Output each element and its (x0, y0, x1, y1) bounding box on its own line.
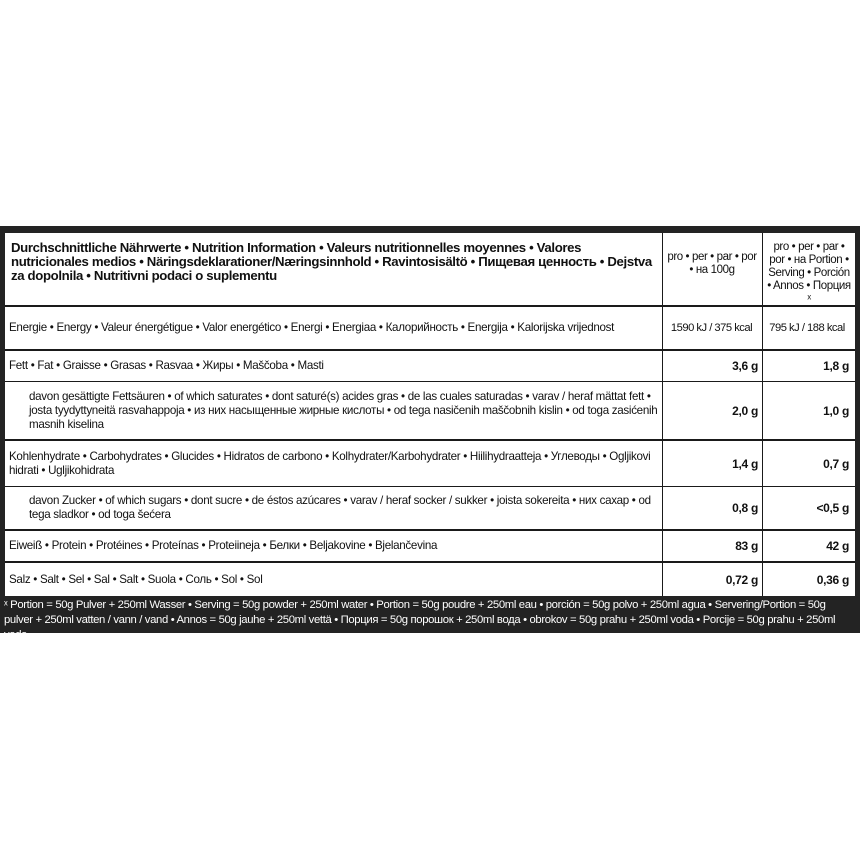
table-title: Durchschnittliche Nährwerte • Nutrition Information • Valeurs nutritionnelles moyennes • Valores nutricionales medios • Näringsdeklarationer/Næringsinnhold • Ravintosisältö • Пищевая ценность • Dejstva za dopolnila • Nutritivni podaci o suplementu (11, 240, 652, 283)
column-divider (762, 563, 763, 596)
table-row-energy (5, 307, 855, 351)
column-divider (662, 307, 663, 349)
energy-per-100g: 1590 kJ / 375 kcal (670, 322, 753, 334)
column-header-per-portion: pro • per • par • por • на Portion • Serving • Porción • Annos • Порция ˣ (767, 241, 851, 305)
nutrition-table (5, 233, 855, 596)
table-row-fat (5, 351, 855, 382)
carbohydrates-per-100g: 1,4 g (732, 456, 758, 471)
salt-per-100g: 0,72 g (725, 572, 758, 587)
table-row-protein (5, 531, 855, 563)
saturates-per-100g: 2,0 g (732, 403, 758, 418)
column-divider (662, 487, 663, 529)
column-divider (662, 441, 663, 486)
row-label-saturates: davon gesättigte Fettsäuren • of which saturates • dont saturé(s) acides gras • de las cuales saturadas • varav / heraf mättat fett • josta tyydyttyneitä rasvahappoja • из них насыщенные жирные кислоты • od tega nasičenih maščobnih kislin • od toga zasićenih masnih kiselina (29, 389, 658, 431)
salt-per-portion: 0,36 g (816, 572, 849, 587)
column-divider (762, 307, 763, 349)
column-divider (662, 563, 663, 596)
column-divider (662, 382, 663, 439)
serving-footnote: ˣ Portion = 50g Pulver + 250ml Wasser • Serving = 50g powder + 250ml water • Portion = 50g poudre + 250ml eau • porción = 50g polvo + 250ml agua • Servering/Portion = 50g pulver + 250ml vatten / vann / vand • Annos = 50g jauhe + 250ml vettä • Порция = 50g порошок + 250ml вода • obrokov = 50g prahu + 250ml voda • Porcije = 50g prahu + 250ml voda (4, 599, 836, 641)
column-header-per-100g: pro • per • par • por • на 100g (667, 251, 757, 276)
nutrition-label (0, 226, 860, 641)
protein-per-100g: 83 g (735, 539, 758, 553)
table-row-sugars (5, 487, 855, 531)
row-label-energy: Energie • Energy • Valeur énergétigue • Valor energético • Energi • Energiaa • Калорийность • Energija • Kalorijska vrijednost (9, 321, 615, 334)
row-label-sugars: davon Zucker • of which sugars • dont sucre • de éstos azúcares • varav / heraf socker / sukker • joista sokereita • них сахар • od tega sladkor • od toga šećera (29, 494, 651, 521)
table-header (5, 233, 855, 307)
fat-per-100g: 3,6 g (732, 359, 758, 373)
table-row-carbohydrates (5, 441, 855, 487)
column-divider (662, 351, 663, 381)
sugars-per-portion: <0,5 g (816, 501, 849, 515)
table-row-saturates (5, 382, 855, 441)
row-label-protein: Eiweiß • Protein • Protéines • Proteínas • Proteiineja • Белки • Beljakovine • Bjelančevina (9, 539, 438, 552)
column-divider (762, 351, 763, 381)
sugars-per-100g: 0,8 g (732, 501, 758, 515)
protein-per-portion: 42 g (826, 539, 849, 553)
column-divider (762, 382, 763, 439)
column-divider (762, 233, 763, 305)
column-divider (662, 233, 663, 305)
column-divider (762, 441, 763, 486)
row-label-fat: Fett • Fat • Graisse • Grasas • Rasvaa • Жиры • Maščoba • Masti (9, 359, 324, 372)
column-divider (762, 487, 763, 529)
column-divider (762, 531, 763, 561)
fat-per-portion: 1,8 g (823, 359, 849, 373)
row-label-carbohydrates: Kohlenhydrate • Carbohydrates • Glucides • Hidratos de carbono • Kolhydrater/Karbohydrater • Hiilihydraatteja • Углеводы • Ogljikovi hidrati • Ugljikohidrata (9, 449, 651, 477)
table-row-salt (5, 563, 855, 596)
carbohydrates-per-portion: 0,7 g (823, 456, 849, 471)
row-label-salt: Salz • Salt • Sel • Sal • Salt • Suola • Соль • Sol • Sol (9, 572, 263, 586)
saturates-per-portion: 1,0 g (823, 403, 849, 418)
column-divider (662, 531, 663, 561)
energy-per-portion: 795 kJ / 188 kcal (769, 322, 845, 334)
